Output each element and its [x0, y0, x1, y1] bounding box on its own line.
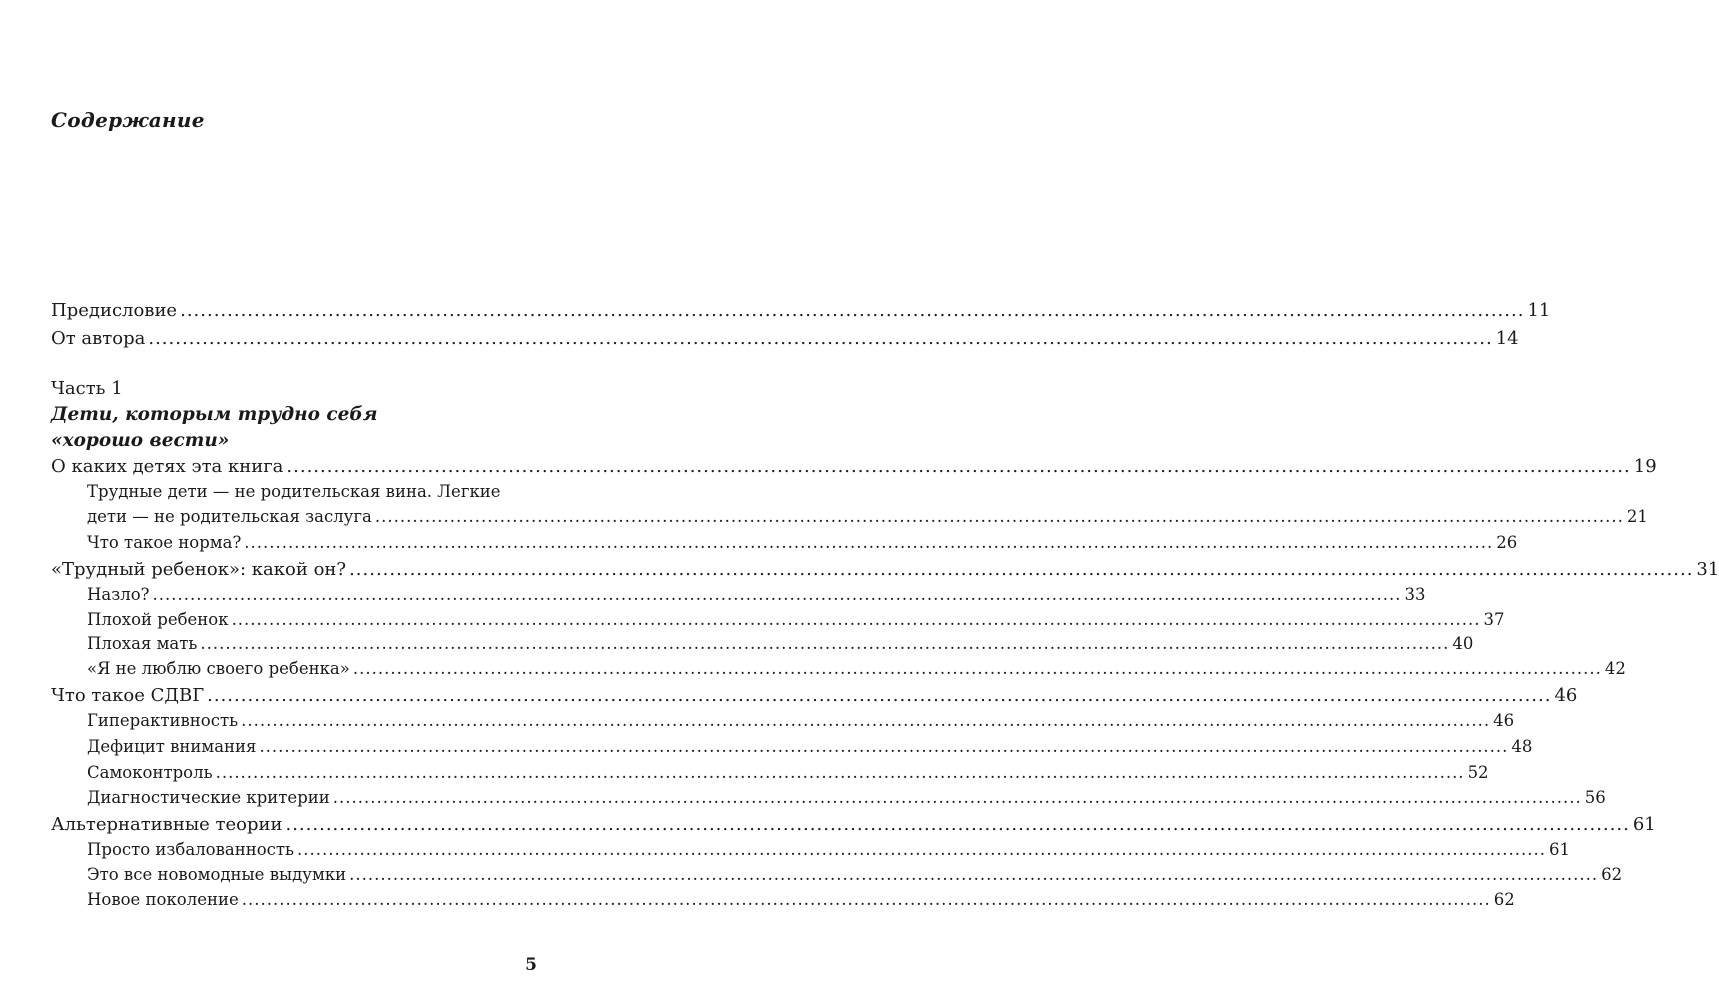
toc-entry-label: Самоконтроль	[87, 763, 213, 782]
toc-entry-label: Что такое СДВГ	[51, 685, 205, 706]
part-title-line2: «хорошо вести»	[51, 430, 230, 451]
toc-page-number: 40	[1452, 634, 1474, 653]
dot-leader: ........................................................................................................................................................................................................	[352, 659, 1602, 678]
toc-entry-label: Это все новомодные выдумки	[87, 865, 347, 884]
toc-entry-label: Альтернативные теории	[51, 814, 283, 835]
toc-section-2-2[interactable]	[87, 610, 1505, 629]
dot-leader: ........................................................................................................................................................................................................	[241, 711, 1491, 730]
toc-section-1-2[interactable]	[87, 533, 1518, 552]
dot-leader: ........................................................................................................................................................................................................	[180, 300, 1525, 321]
toc-chapter-4[interactable]	[51, 814, 1656, 835]
toc-page-number: 33	[1404, 585, 1426, 604]
toc-page-number: 56	[1584, 788, 1606, 807]
toc-page-number: 19	[1633, 456, 1657, 477]
part-label: Часть 1	[51, 378, 123, 399]
page-title: Содержание	[51, 108, 205, 132]
toc-entry-label: «Трудный ребенок»: какой он?	[51, 559, 347, 580]
toc-entry-label: «Я не люблю своего ребенка»	[87, 659, 350, 678]
toc-section-4-3[interactable]	[87, 890, 1515, 909]
toc-page-number: 46	[1493, 711, 1515, 730]
toc-entry-label: Назло?	[87, 585, 150, 604]
toc-section-4-2[interactable]	[87, 865, 1623, 884]
dot-leader: ........................................................................................................................................................................................................	[241, 890, 1491, 909]
toc-page-number: 11	[1527, 300, 1551, 321]
toc-page-number: 42	[1604, 659, 1626, 678]
dot-leader: ........................................................................................................................................................................................................	[148, 328, 1493, 349]
toc-entry-label: дети — не родительская заслуга	[87, 507, 372, 526]
toc-section-3-1[interactable]	[87, 711, 1515, 730]
toc-entry-label: Новое поколение	[87, 890, 239, 909]
toc-section-2-4[interactable]	[87, 659, 1626, 678]
dot-leader: ........................................................................................................................................................................................................	[374, 507, 1624, 526]
toc-section-2-1[interactable]	[87, 585, 1426, 604]
toc-page-number: 52	[1467, 763, 1489, 782]
dot-leader: ........................................................................................................................................................................................................	[286, 456, 1631, 477]
toc-entry-label: Гиперактивность	[87, 711, 239, 730]
toc-entry-author[interactable]	[51, 328, 1519, 349]
toc-entry-label: Плохой ребенок	[87, 610, 229, 629]
part-title-line1: Дети, которым трудно себя	[51, 404, 378, 425]
toc-section-4-1[interactable]	[87, 840, 1571, 859]
toc-chapter-3[interactable]	[51, 685, 1578, 706]
toc-section-1-1[interactable]	[87, 507, 1648, 526]
toc-entry-label: Просто избалованность	[87, 840, 295, 859]
toc-chapter-2[interactable]	[51, 559, 1719, 580]
toc-section-line1[interactable]: Трудные дети — не родительская вина. Легкие	[87, 482, 501, 501]
toc-section-3-2[interactable]	[87, 737, 1533, 756]
toc-page-number: 31	[1696, 559, 1719, 580]
toc-section-3-3[interactable]	[87, 763, 1489, 782]
toc-section-2-3[interactable]	[87, 634, 1474, 653]
toc-entry-label: Дефицит внимания	[87, 737, 257, 756]
toc-page-number: 61	[1632, 814, 1656, 835]
toc-entry-label: О каких детях эта книга	[51, 456, 284, 477]
toc-entry-label: Плохая мать	[87, 634, 198, 653]
toc-page-number: 26	[1496, 533, 1518, 552]
toc-page-number: 14	[1495, 328, 1519, 349]
toc-page-number: 46	[1554, 685, 1578, 706]
dot-leader: ........................................................................................................................................................................................................	[349, 559, 1694, 580]
toc-page-number: 21	[1626, 507, 1648, 526]
dot-leader: ........................................................................................................................................................................................................	[285, 814, 1630, 835]
dot-leader: ........................................................................................................................................................................................................	[152, 585, 1402, 604]
page-number: 5	[525, 955, 537, 975]
toc-page-number: 37	[1483, 610, 1505, 629]
toc-page-number: 62	[1493, 890, 1515, 909]
dot-leader: ........................................................................................................................................................................................................	[259, 737, 1509, 756]
dot-leader: ........................................................................................................................................................................................................	[244, 533, 1494, 552]
toc-page-number: 48	[1511, 737, 1533, 756]
toc-entry-label: Предисловие	[51, 300, 178, 321]
toc-entry-label: Диагностические критерии	[87, 788, 330, 807]
toc-entry-label: От автора	[51, 328, 146, 349]
dot-leader: ........................................................................................................................................................................................................	[207, 685, 1552, 706]
dot-leader: ........................................................................................................................................................................................................	[215, 763, 1465, 782]
toc-section-3-4[interactable]	[87, 788, 1606, 807]
toc-page-number: 62	[1601, 865, 1623, 884]
dot-leader: ........................................................................................................................................................................................................	[200, 634, 1450, 653]
toc-entry-label: Что такое норма?	[87, 533, 242, 552]
dot-leader: ........................................................................................................................................................................................................	[332, 788, 1582, 807]
dot-leader: ........................................................................................................................................................................................................	[349, 865, 1599, 884]
dot-leader: ........................................................................................................................................................................................................	[297, 840, 1547, 859]
toc-page-number: 61	[1549, 840, 1571, 859]
toc-entry-preface[interactable]	[51, 300, 1551, 321]
dot-leader: ........................................................................................................................................................................................................	[231, 610, 1481, 629]
toc-chapter-1[interactable]	[51, 456, 1657, 477]
